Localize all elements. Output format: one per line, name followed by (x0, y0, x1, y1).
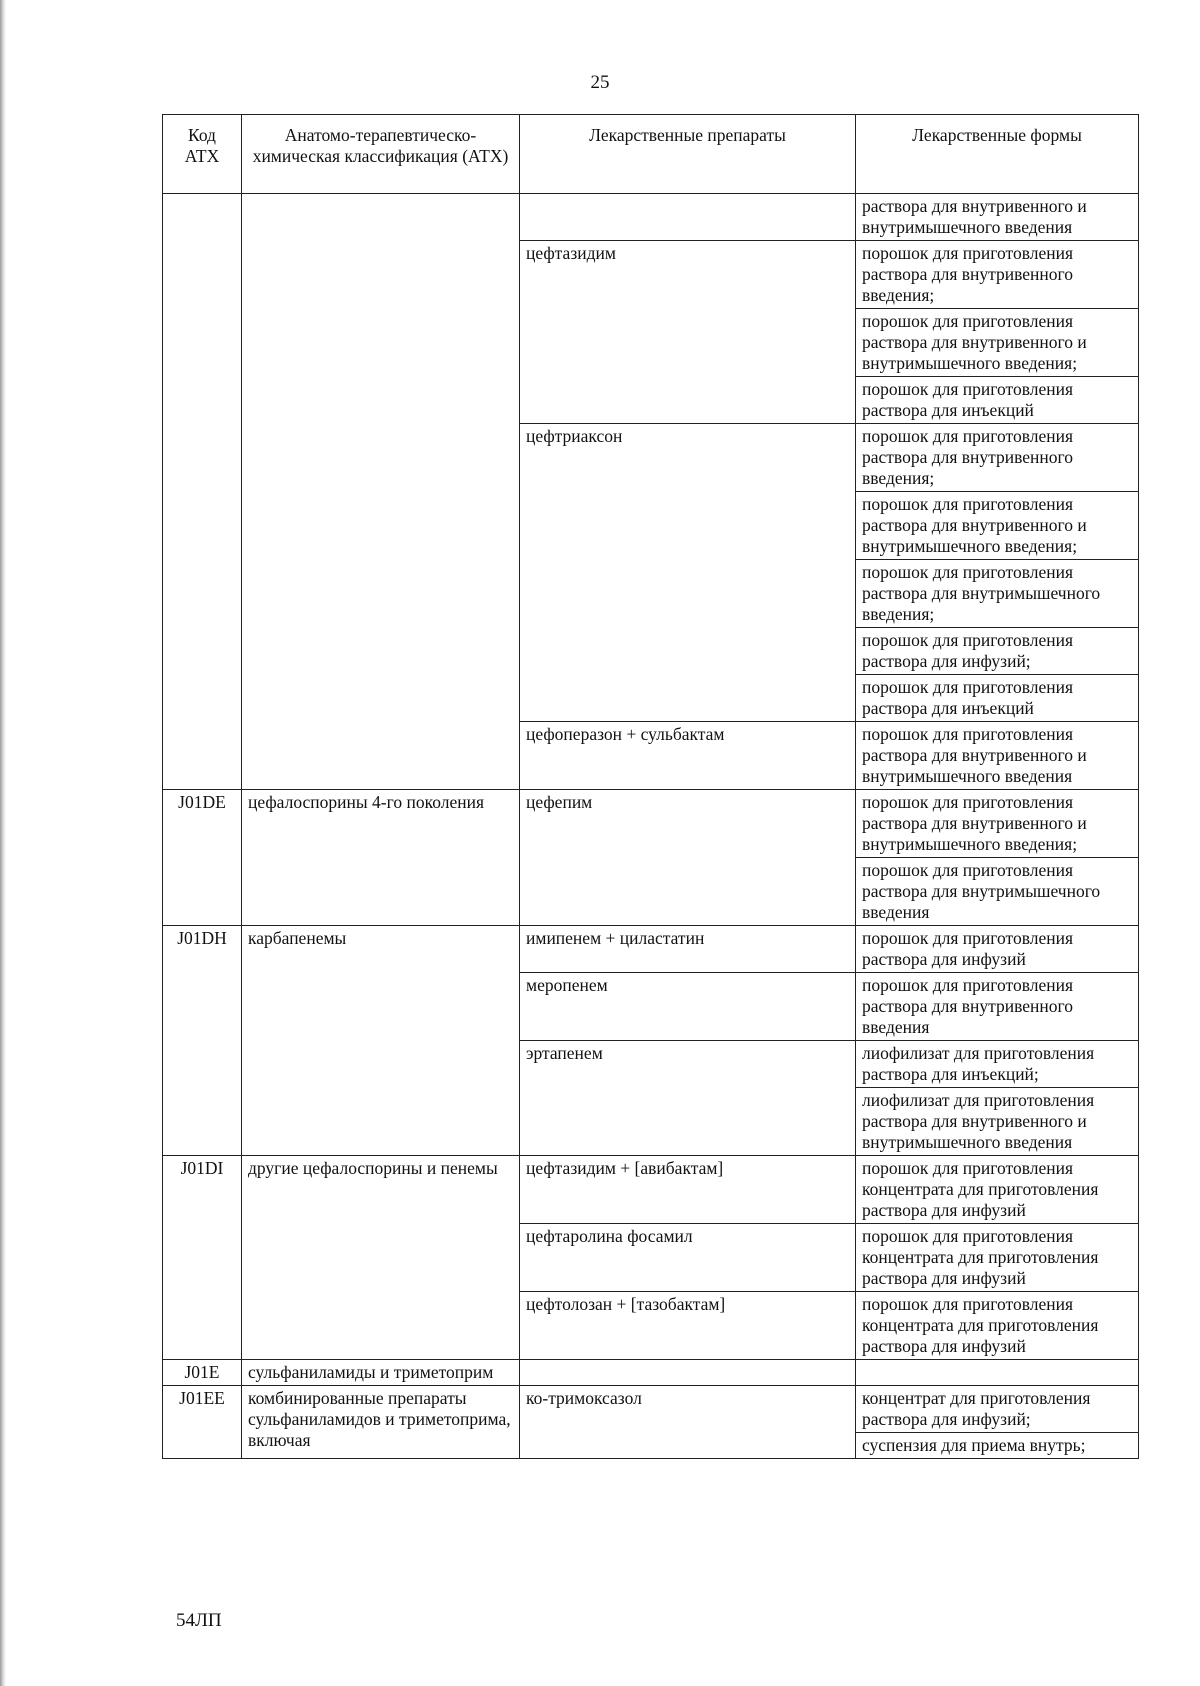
code-cell (163, 194, 242, 790)
drug-cell: цефтаролина фосамил (520, 1224, 856, 1292)
drug-cell: цефтриаксон (520, 424, 856, 722)
table-row (163, 1156, 1139, 1224)
form-cell: концентрат для приготовления раствора для инфузий; (856, 1386, 1139, 1433)
header-classification: Анатомо-терапевтическо-химическая классификация (АТХ) (242, 115, 520, 194)
drug-cell (520, 1360, 856, 1386)
form-cell: порошок для приготовления концентрата для приготовления раствора для инфузий (856, 1292, 1139, 1360)
form-cell: порошок для приготовления раствора для внутривенного введения; (856, 241, 1139, 309)
drug-cell: меропенем (520, 973, 856, 1041)
code-cell: J01DE (163, 790, 242, 926)
form-cell: раствора для внутривенного и внутримышечного введения (856, 194, 1139, 241)
form-cell: лиофилизат для приготовления раствора для внутривенного и внутримышечного введения (856, 1088, 1139, 1156)
header-forms: Лекарственные формы (856, 115, 1139, 194)
classification-cell: сульфаниламиды и триметоприм (242, 1360, 520, 1386)
code-cell: J01DH (163, 926, 242, 1156)
form-cell: лиофилизат для приготовления раствора для инъекций; (856, 1041, 1139, 1088)
drug-cell (520, 194, 856, 241)
table-row (163, 926, 1139, 973)
form-cell: порошок для приготовления раствора для внутривенного и внутримышечного введения; (856, 492, 1139, 560)
form-cell: порошок для приготовления концентрата для приготовления раствора для инфузий (856, 1156, 1139, 1224)
code-cell: J01DI (163, 1156, 242, 1360)
classification-cell: комбинированные препараты сульфаниламидов и триметоприма, включая (242, 1386, 520, 1459)
form-cell: порошок для приготовления раствора для внутримышечного введения (856, 858, 1139, 926)
drug-cell: ко-тримоксазол (520, 1386, 856, 1459)
classification-cell: карбапенемы (242, 926, 520, 1156)
form-cell: порошок для приготовления раствора для инфузий; (856, 628, 1139, 675)
drug-cell: цефепим (520, 790, 856, 926)
header-drugs: Лекарственные препараты (520, 115, 856, 194)
form-cell: порошок для приготовления раствора для внутривенного и внутримышечного введения (856, 722, 1139, 790)
form-cell: порошок для приготовления раствора для внутримышечного введения; (856, 560, 1139, 628)
form-cell: порошок для приготовления концентрата для приготовления раствора для инфузий (856, 1224, 1139, 1292)
page-number: 25 (590, 72, 610, 93)
form-cell: порошок для приготовления раствора для инъекций (856, 377, 1139, 424)
code-cell: J01EE (163, 1386, 242, 1459)
footer-document-code: 54ЛП (176, 1610, 222, 1631)
drug-cell: цефтазидим (520, 241, 856, 424)
classification-cell: цефалоспорины 4-го поколения (242, 790, 520, 926)
table-row (163, 1386, 1139, 1433)
table-header-row (163, 115, 1139, 194)
drug-cell: цефоперазон + сульбактам (520, 722, 856, 790)
header-code: Код АТХ (163, 115, 242, 194)
form-cell: порошок для приготовления раствора для внутривенного и внутримышечного введения; (856, 309, 1139, 377)
atc-table (162, 114, 1139, 1459)
drug-cell: эртапенем (520, 1041, 856, 1156)
form-cell: порошок для приготовления раствора для инъекций (856, 675, 1139, 722)
table-row (163, 194, 1139, 241)
scan-edge (0, 0, 6, 1686)
form-cell: порошок для приготовления раствора для инфузий (856, 926, 1139, 973)
code-cell: J01E (163, 1360, 242, 1386)
form-cell: порошок для приготовления раствора для внутривенного введения; (856, 424, 1139, 492)
form-cell: порошок для приготовления раствора для внутривенного введения (856, 973, 1139, 1041)
drug-cell: цефтолозан + [тазобактам] (520, 1292, 856, 1360)
drug-cell: имипенем + циластатин (520, 926, 856, 973)
drug-cell: цефтазидим + [авибактам] (520, 1156, 856, 1224)
form-cell: суспензия для приема внутрь; (856, 1433, 1139, 1459)
classification-cell (242, 194, 520, 790)
form-cell: порошок для приготовления раствора для внутривенного и внутримышечного введения; (856, 790, 1139, 858)
classification-cell: другие цефалоспорины и пенемы (242, 1156, 520, 1360)
form-cell (856, 1360, 1139, 1386)
table-row (163, 790, 1139, 858)
table-row (163, 1360, 1139, 1386)
